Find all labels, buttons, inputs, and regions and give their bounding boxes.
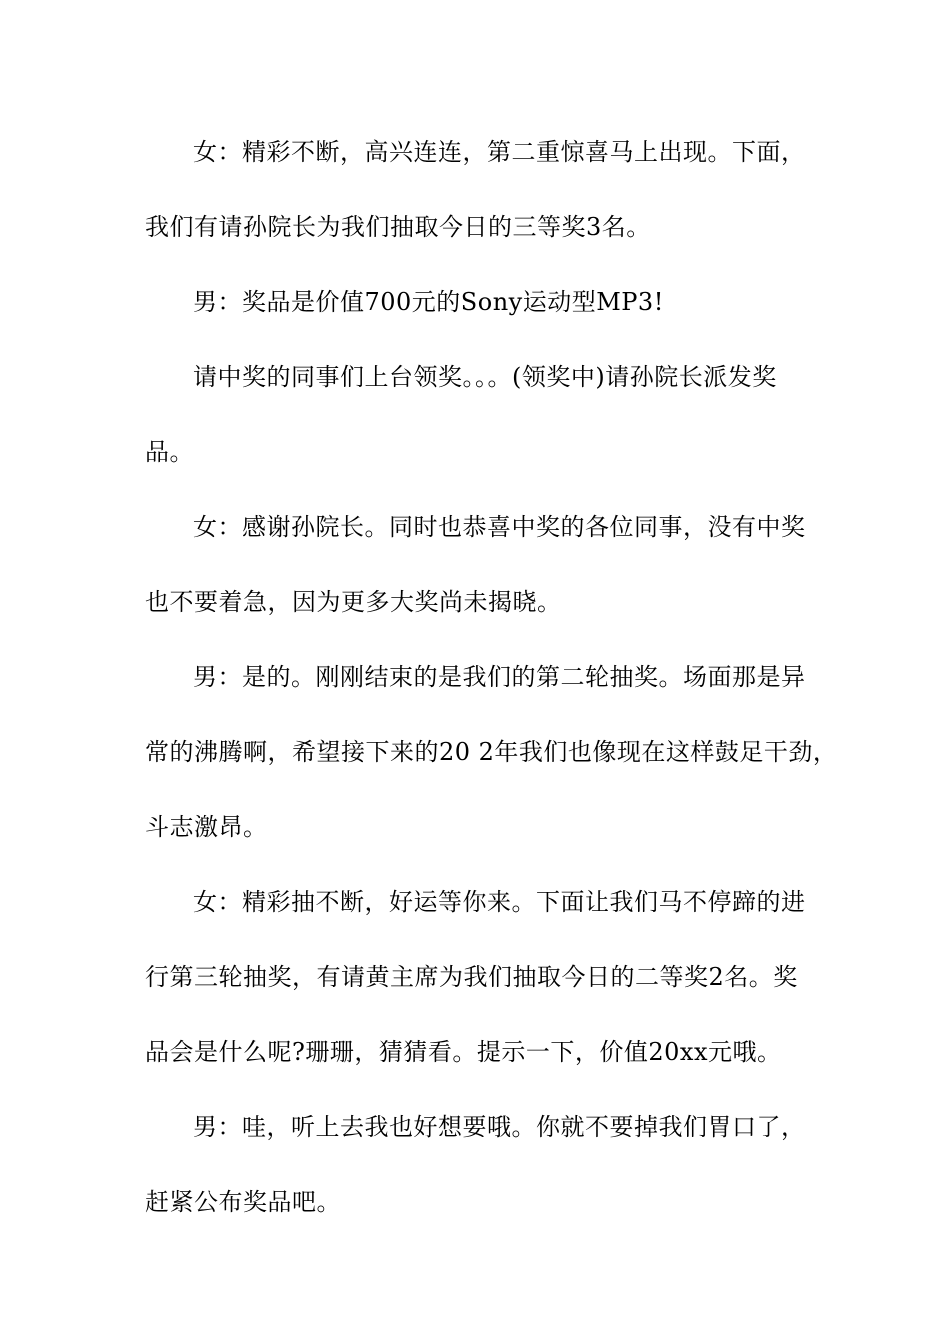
text-line-6: 女：感谢孙院长。同时也恭喜中奖的各位同事，没有中奖 xyxy=(193,513,806,541)
text-line-2: 我们有请孙院长为我们抽取今日的三等奖3名。 xyxy=(145,213,651,241)
text-line-3: 男：奖品是价值700元的Sony运动型MP3! xyxy=(193,288,664,316)
text-line-10: 斗志激昂。 xyxy=(145,813,268,841)
text-line-5: 品。 xyxy=(145,438,194,466)
text-line-14: 男：哇，听上去我也好想要哦。你就不要掉我们胃口了， xyxy=(193,1113,806,1141)
text-line-7: 也不要着急，因为更多大奖尚未揭晓。 xyxy=(145,588,562,616)
text-line-1: 女：精彩不断，高兴连连，第二重惊喜马上出现。下面， xyxy=(193,138,806,166)
text-line-8: 男：是的。刚刚结束的是我们的第二轮抽奖。场面那是异 xyxy=(193,663,806,691)
text-line-13: 品会是什么呢?珊珊，猜猜看。提示一下，价值20xx元哦。 xyxy=(145,1038,782,1066)
text-line-11: 女：精彩抽不断，好运等你来。下面让我们马不停蹄的进 xyxy=(193,888,806,916)
text-line-9: 常的沸腾啊，希望接下来的20 2年我们也像现在这样鼓足干劲， xyxy=(145,738,838,766)
text-line-4: 请中奖的同事们上台领奖。。。(领奖中)请孙院长派发奖 xyxy=(193,363,777,391)
text-line-12: 行第三轮抽奖，有请黄主席为我们抽取今日的二等奖2名。奖 xyxy=(145,963,798,991)
text-line-15: 赶紧公布奖品吧。 xyxy=(145,1188,341,1216)
